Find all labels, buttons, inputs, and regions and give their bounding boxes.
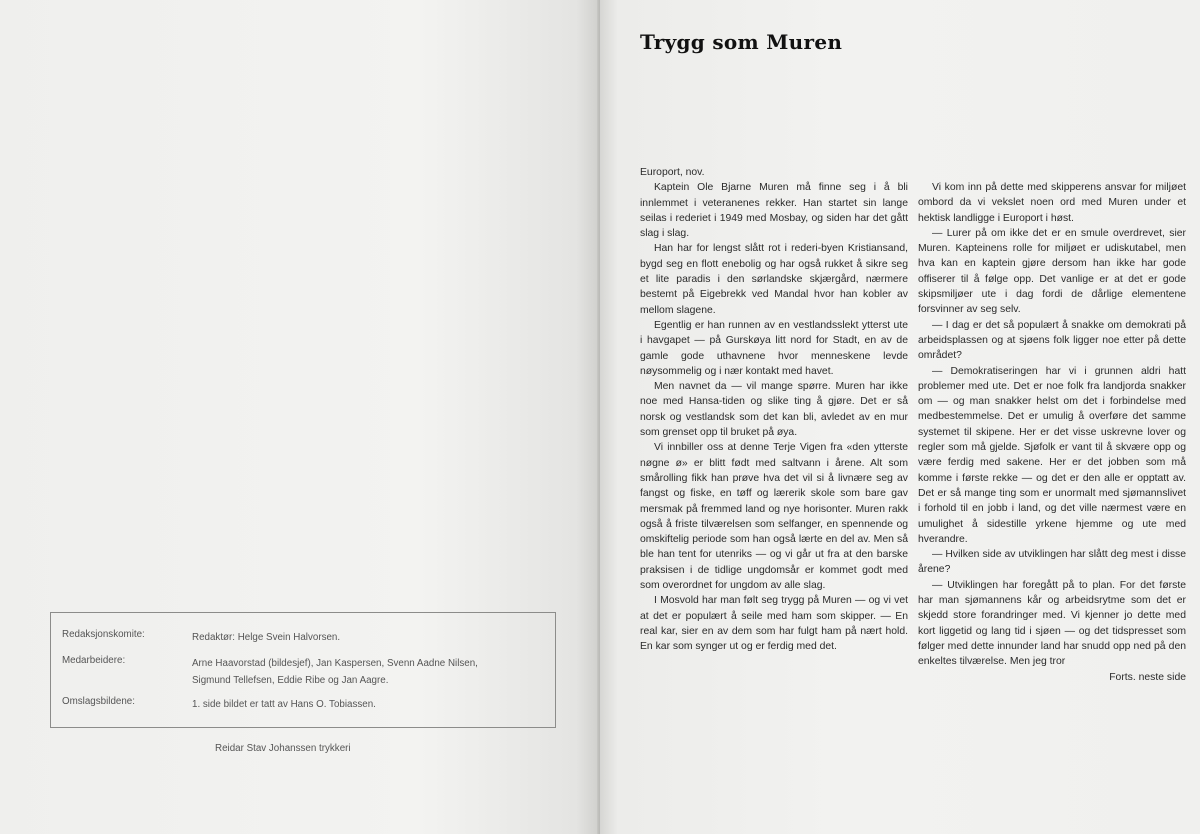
article-paragraph: Men navnet da — vil mange spørre. Muren har ikke noe med Hansa-tiden og slike ting å gjøre. Det er så norsk og vestlandsk som det kan bli, avledet av en mur som grenset opp til bruket på øya. [640, 381, 908, 439]
article-title: Trygg som Muren [640, 30, 843, 54]
continued-notice: Forts. neste side [1109, 671, 1186, 683]
article-column-2 [918, 180, 1186, 685]
article-paragraph: Vi kom inn på dette med skipperens ansvar for miljøet ombord da vi vekslet noen ord med Muren under et hektisk landligge i Europort i høst. [918, 182, 1186, 224]
article-paragraph: — Demokratiseringen har vi i grunnen aldri hatt problemer med ute. Det er noe folk fra landjorda snakker om — og man snakker helst om det i forbindelse med medbestemmelse. Det er umulig å overføre det samme systemet til skipene. Her er det visse uskrevne lover og regler som må gjelde. Sjøfolk er vant til å skvære opp og være ferdig med sakene. Her er det jobben som må komme i første rekke — og det er den alle er opptatt av. Det er så mange ting som er unormalt med sjømannslivet i forhold til en jobb i land, og det ville nærmest være en umulighet å sidestille yrkene hjemme og ute med hverandre. [918, 365, 1186, 545]
article-paragraph: — Lurer på om ikke det er en smule overdrevet, sier Muren. Kapteinens rolle for miljøet er udiskutabel, men hva kan en kaptein gjøre dersom han ikke har gode offiserer til å følge opp. Det vanlige er at det er gode skipsmiljøer ute i dag fordi de dårlige elementene forsvinner av seg selv. [918, 227, 1186, 316]
credits-label: Redaksjonskomite: [62, 629, 145, 640]
article-paragraph: Egentlig er han runnen av en vestlandsslekt ytterst ute i havgapet — på Gurskøya litt nord for Stadt, en av de gamle gode uthavnene hvor menneskene levde nøysommelig og i nær kontakt med havet. [640, 319, 908, 377]
credits-label: Omslagsbildene: [62, 696, 135, 707]
credits-value: 1. side bildet er tatt av Hans O. Tobiassen. [192, 699, 376, 710]
article-paragraph: Han har for lengst slått rot i rederi-byen Kristiansand, bygd seg en flott enebolig og har også rukket å sikre seg et lite paradis i den sørlandske skjærgård, nærmere bestemt på Eigebrekk ved Mandal hvor han kobler av mellom slagene. [640, 243, 908, 316]
article-paragraph: — Hvilken side av utviklingen har slått deg mest i disse årene? [918, 549, 1186, 576]
article-paragraph: — Utviklingen har foregått på to plan. For det første har man sjømannens kår og arbeidsrytme som det er skjedd store forandringer med. Vi kjenner jo dette med kort liggetid og lang tid i sjøen — og det tidspresset som følger med dette innunder land har snudd opp ned på den enkeltes tilværelse. Men jeg tror [918, 579, 1186, 668]
printer-credit: Reidar Stav Johanssen trykkeri [215, 743, 351, 754]
article-paragraph: — I dag er det så populært å snakke om demokrati på arbeidsplassen og at sjøens folk ligger noe etter på dette området? [918, 319, 1186, 362]
credits-value: Arne Haavorstad (bildesjef), Jan Kaspersen, Svenn Aadne Nilsen, Sigmund Tellefsen, Eddie Ribe og Jan Aagre. [192, 658, 478, 686]
article-paragraph: Kaptein Ole Bjarne Muren må finne seg i å bli innlemmet i veteranenes rekker. Han startet sin lange seilas i rederiet i 1949 med Mosbay, og siden har det gått slag i slag. [640, 182, 908, 240]
article-paragraph: Vi innbiller oss at denne Terje Vigen fra «den ytterste nøgne ø» er blitt født med saltvann i årene. Alt som smårolling fikk han prøve hva det vil si å livnære seg av fangst og fiske, en tøff og lærerik skole som bare gav mersmak på fremmed land og nye horisonter. Muren rakk også å friste tilværelsen som selfanger, en spennende og omskiftelig periode som han også lærte en del av. Men så ble han tent for utenriks — og vi går ut fra at den barske praksisen i de tidlige ungdomsår er kommet godt med som overordnet for ungdom av alle slag. [640, 442, 908, 592]
credits-box [50, 612, 556, 728]
credits-label: Medarbeidere: [62, 655, 126, 666]
article-paragraph: Europort, nov. [640, 167, 705, 178]
article-column-1 [640, 165, 908, 655]
credits-value: Redaktør: Helge Svein Halvorsen. [192, 632, 341, 643]
article-paragraph: I Mosvold har man følt seg trygg på Muren — og vi vet at det er populært å seile med ham som skipper. — En real kar, sier en av dem som har fulgt ham på nært hold. En kar som synger ut og er ferdig med det. [640, 595, 908, 653]
